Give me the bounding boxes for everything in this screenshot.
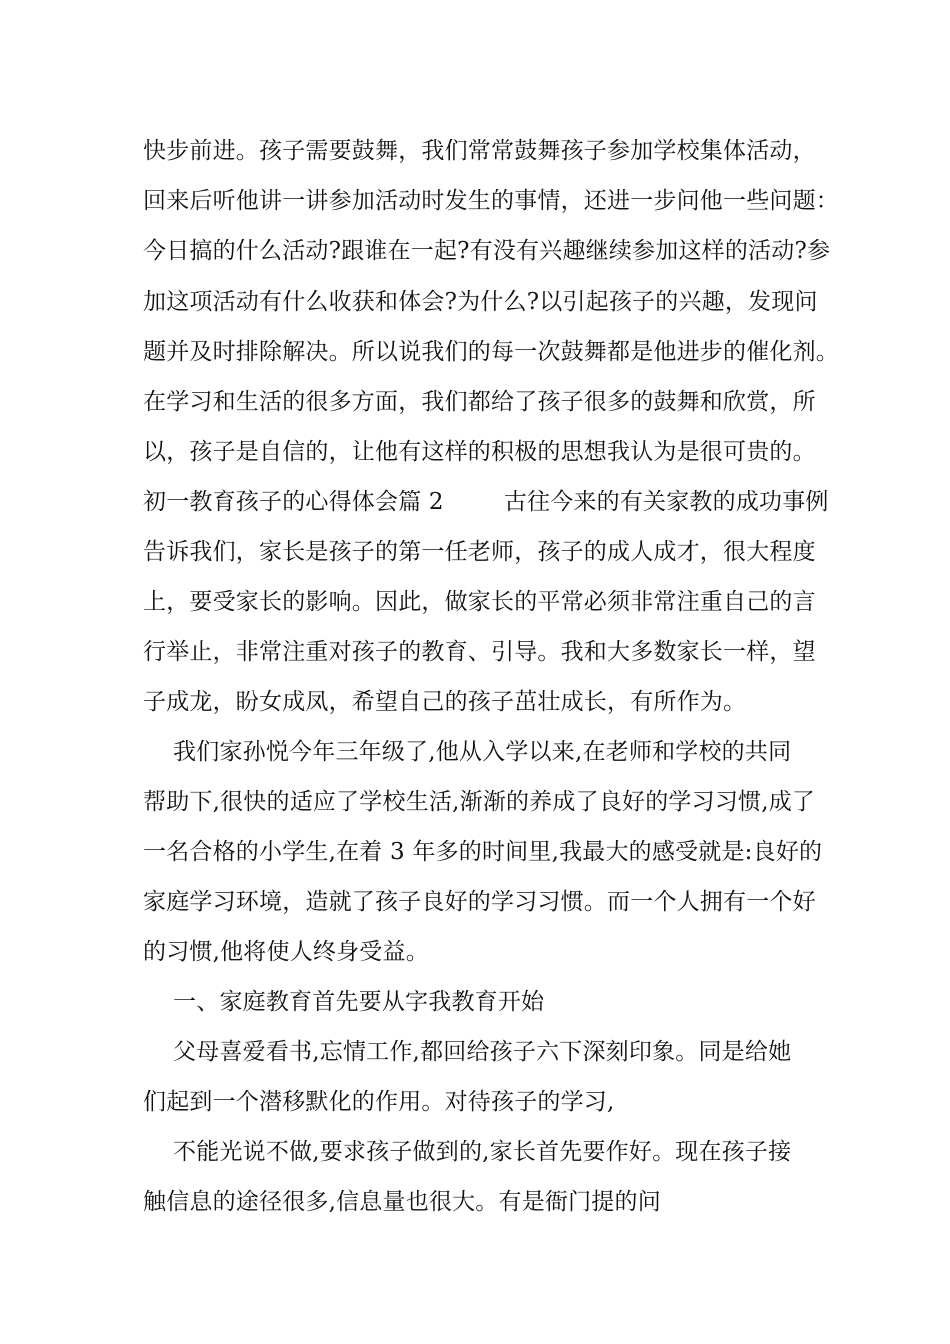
text-line: 题并及时排除解决。所以说我们的每一次鼓舞都是他进步的催化剂。 — [143, 339, 839, 365]
text-line: 以，孩子是自信的，让他有这样的积极的思想我认为是很可贵的。 — [143, 439, 816, 465]
text-line: 父母喜爱看书,忘情工作,都回给孩子六下深刻印象。同是给她 — [143, 1039, 792, 1065]
text-line: 家庭学习环境，造就了孩子良好的学习习惯。而一个人拥有一个好 — [143, 889, 816, 915]
text-line: 触信息的途径很多,信息量也很大。有是衙门提的问 — [143, 1189, 661, 1215]
text-line: 帮助下,很快的适应了学校生活,渐渐的养成了良好的学习习惯,成了 — [143, 789, 816, 815]
text-line: 们起到一个潜移默化的作用。对待孩子的学习, — [143, 1089, 615, 1115]
text-line: 快步前进。孩子需要鼓舞，我们常常鼓舞孩子参加学校集体活动， — [143, 138, 816, 164]
text-line: 回来后听他讲一讲参加活动时发生的事情，还进一步问他一些问题： — [143, 188, 839, 214]
text-line: 我们家孙悦今年三年级了,他从入学以来,在老师和学校的共同 — [143, 739, 792, 765]
text-line: 的习惯,他将使人终身受益。 — [143, 939, 429, 965]
text-line: 不能光说不做,要求孩子做到的,家长首先要作好。现在孩子接 — [143, 1139, 792, 1165]
subheading-line: 一、家庭教育首先要从字我教育开始 — [143, 989, 545, 1015]
text-line: 行举止，非常注重对孩子的教育、引导。我和大多数家长一样，望 — [143, 639, 816, 665]
text-line: 告诉我们，家长是孩子的第一任老师，孩子的成人成才，很大程度 — [143, 539, 816, 565]
section-heading-line: 初一教育孩子的心得体会篇 2 古往今来的有关家教的成功事例 — [143, 489, 829, 515]
text-line: 一名合格的小学生,在着 3 年多的时间里,我最大的感受就是:良好的 — [143, 839, 823, 865]
text-line: 在学习和生活的很多方面，我们都给了孩子很多的鼓舞和欣赏，所 — [143, 389, 816, 415]
text-line: 加这项活动有什么收获和体会?为什么?以引起孩子的兴趣，发现问 — [143, 289, 818, 315]
text-line: 上，要受家长的影响。因此，做家长的平常必须非常注重自己的言 — [143, 589, 816, 615]
text-line: 子成龙，盼女成凤，希望自己的孩子茁壮成长，有所作为。 — [143, 689, 747, 715]
text-line: 今日搞的什么活动?跟谁在一起?有没有兴趣继续参加这样的活动?参 — [143, 238, 831, 264]
